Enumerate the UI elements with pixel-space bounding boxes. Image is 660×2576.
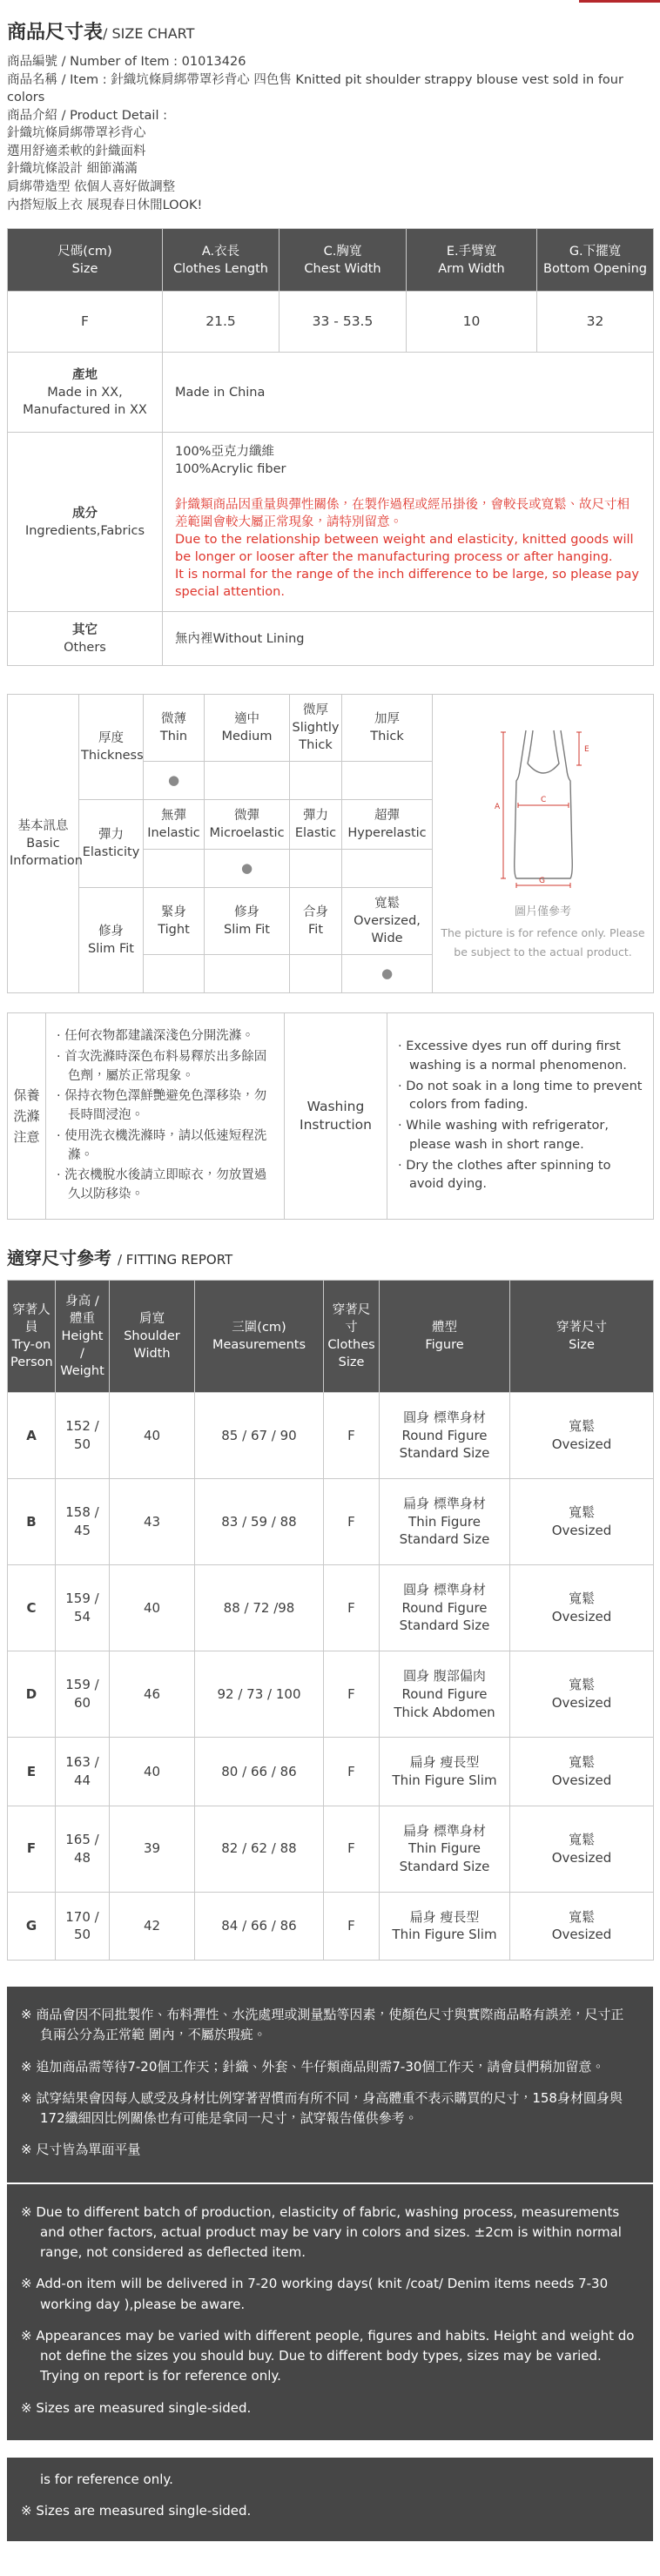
footer-notes-en bbox=[7, 2184, 653, 2440]
header-tryon-person: 穿著人員 Try-on Person bbox=[8, 1280, 56, 1392]
dot-cell bbox=[205, 955, 290, 993]
fitting-row-c bbox=[8, 1565, 654, 1651]
washing-item-en: · Excessive dyes run off during first washing is a normal phenomenon. bbox=[398, 1039, 627, 1073]
dot-cell bbox=[205, 762, 290, 800]
fitting-row-e bbox=[8, 1738, 654, 1806]
cell-height-weight: 159 / 54 bbox=[56, 1565, 110, 1651]
dot-cell bbox=[342, 850, 433, 888]
footer-note: ※ 追加商品需等待7-20個工作天；針織、外套、牛仔類商品則需7-30個工作天，請會員們稍加留意。 bbox=[21, 2058, 605, 2075]
cell-person: C bbox=[8, 1565, 56, 1651]
cell-shoulder: 43 bbox=[110, 1479, 195, 1565]
cell-figure: 圓身 標準身材 Round Figure Standard Size bbox=[380, 1392, 510, 1478]
footer-note-continuation: is for reference only. bbox=[40, 2471, 173, 2487]
dot-cell bbox=[290, 762, 342, 800]
knit-warning-en1: Due to the relationship between weight and elasticity, knitted goods will be longer or looser after the manufacturing process or after hanging. bbox=[175, 533, 634, 565]
cell-size: 寬鬆 Ovesized bbox=[510, 1565, 654, 1651]
product-detail-line: 針織坑條肩綁帶罩衫背心 bbox=[7, 126, 146, 141]
cell-size: 寬鬆 Ovesized bbox=[510, 1806, 654, 1892]
cell-chest-width: 33 - 53.5 bbox=[279, 292, 407, 353]
page-title-zh: 商品尺寸表 bbox=[7, 22, 104, 44]
option-inelastic: 無彈 Inelastic bbox=[144, 800, 205, 850]
others-row bbox=[8, 612, 654, 666]
option-elastic: 彈力 Elastic bbox=[290, 800, 342, 850]
washing-item-zh: · 保持衣物色澤鮮艷避免色澤移染，勿長時間浸泡。 bbox=[57, 1089, 267, 1123]
footer-note: ※ Appearances may be varied with different people, figures and habits. Height and weight do not define the sizes you should buy. Due to different body types, sizes may be varied. Trying on report is for reference only. bbox=[21, 2327, 635, 2384]
header-size: 尺碼(cm) Size bbox=[8, 229, 163, 292]
slimfit-label: 修身 Slim Fit bbox=[79, 888, 144, 993]
product-detail-line: 肩綁帶造型 依個人喜好做調整 bbox=[7, 180, 176, 195]
fitting-row-a bbox=[8, 1392, 654, 1478]
cell-height-weight: 158 / 45 bbox=[56, 1479, 110, 1565]
header-measurements: 三圍(cm) Measurements bbox=[195, 1280, 324, 1392]
option-oversized: 寬鬆 Oversized, Wide bbox=[342, 888, 433, 955]
fitting-report-table bbox=[7, 1280, 654, 1961]
diagram-caption-en: The picture is for refence only. Please be subject to the actual product. bbox=[441, 925, 645, 959]
washing-item-zh: · 任何衣物都建議深淺色分開洗滌。 bbox=[57, 1029, 254, 1044]
dot-cell: ● bbox=[205, 850, 290, 888]
dim-letter-c: C bbox=[540, 795, 546, 804]
product-detail-line: 針織坑條設計 細節滿滿 bbox=[7, 162, 138, 177]
thickness-label: 厚度 Thickness bbox=[79, 695, 144, 800]
cell-figure: 扁身 標準身材 Thin Figure Standard Size bbox=[380, 1479, 510, 1565]
option-hyperelastic: 超彈 Hyperelastic bbox=[342, 800, 433, 850]
option-slightly-thick: 微厚 Slightly Thick bbox=[290, 695, 342, 762]
dot-cell: ● bbox=[144, 762, 205, 800]
product-detail-label: 商品介紹 / Product Detail : bbox=[7, 108, 167, 123]
ingredients-row bbox=[8, 433, 654, 612]
cell-clothes-size: F bbox=[324, 1565, 380, 1651]
ingredients-value bbox=[163, 433, 654, 612]
cell-person: G bbox=[8, 1892, 56, 1960]
product-info-block bbox=[7, 53, 653, 214]
fitting-row-f bbox=[8, 1806, 654, 1892]
washing-list-en bbox=[387, 1013, 654, 1220]
cell-height-weight: 165 / 48 bbox=[56, 1806, 110, 1892]
page-title bbox=[7, 17, 653, 44]
footer-notes-zh bbox=[7, 1987, 653, 2183]
cell-height-weight: 159 / 60 bbox=[56, 1651, 110, 1738]
footer-note: ※ Sizes are measured single-sided. bbox=[21, 2503, 252, 2519]
cell-clothes-size: F bbox=[324, 1892, 380, 1960]
footer-note: ※ 試穿結果會因每人感受及身材比例穿著習慣而有所不同，身高體重不表示購買的尺寸，158身材圓身與172纖細因比例關係也有可能是拿同一尺寸，試穿報告僅供參考。 bbox=[21, 2089, 623, 2127]
cell-height-weight: 170 / 50 bbox=[56, 1892, 110, 1960]
dot-cell bbox=[290, 850, 342, 888]
elasticity-label: 彈力 Elasticity bbox=[79, 800, 144, 888]
cell-clothes-size: F bbox=[324, 1479, 380, 1565]
cell-person: A bbox=[8, 1392, 56, 1478]
cell-clothes-size: F bbox=[324, 1806, 380, 1892]
cell-shoulder: 39 bbox=[110, 1806, 195, 1892]
cell-height-weight: 152 / 50 bbox=[56, 1392, 110, 1478]
diagram-caption-zh: 圖片僅參考 bbox=[514, 905, 571, 918]
cell-measurements: 85 / 67 / 90 bbox=[195, 1392, 324, 1478]
cell-shoulder: 40 bbox=[110, 1738, 195, 1806]
header-figure: 體型 Figure bbox=[380, 1280, 510, 1392]
top-right-red-bar bbox=[579, 0, 660, 3]
origin-value: Made in China bbox=[163, 353, 654, 433]
option-microelastic: 微彈 Microelastic bbox=[205, 800, 290, 850]
cell-size-f: F bbox=[8, 292, 163, 353]
garment-diagram-cell bbox=[433, 695, 654, 993]
cell-figure: 扁身 瘦長型 Thin Figure Slim bbox=[380, 1892, 510, 1960]
cell-arm-width: 10 bbox=[407, 292, 537, 353]
fitting-row-g bbox=[8, 1892, 654, 1960]
cell-figure: 扁身 瘦長型 Thin Figure Slim bbox=[380, 1738, 510, 1806]
header-height-weight: 身高 / 體重 Height / Weight bbox=[56, 1280, 110, 1392]
cell-figure: 圓身 腹部偏肉 Round Figure Thick Abdomen bbox=[380, 1651, 510, 1738]
product-detail-line: 內搭短版上衣 展現春日休閒LOOK! bbox=[7, 198, 203, 212]
washing-label-zh: 保養洗滌注意 bbox=[8, 1013, 46, 1220]
cell-measurements: 84 / 66 / 86 bbox=[195, 1892, 324, 1960]
footer-note: ※ Add-on item will be delivered in 7-20 working days( knit /coat/ Denim items needs 7-30 working day ),please be aware. bbox=[21, 2276, 609, 2312]
size-table-data-row bbox=[8, 292, 654, 353]
size-chart-table bbox=[7, 228, 654, 666]
washing-row bbox=[8, 1013, 654, 1220]
page-title-en: / SIZE CHART bbox=[103, 25, 195, 42]
washing-item-en: · Dry the clothes after spinning to avoid dying. bbox=[398, 1158, 611, 1192]
cell-bottom-opening: 32 bbox=[537, 292, 654, 353]
option-thin: 微薄 Thin bbox=[144, 695, 205, 762]
cell-size: 寬鬆 Ovesized bbox=[510, 1651, 654, 1738]
footer-note: ※ Due to different batch of production, elasticity of fabric, washing process, measurements and other factors, actual product may be vary in colors and sizes. ±2cm is within normal range, not considered as deflected item. bbox=[21, 2203, 622, 2261]
ingredients-label: 成分 Ingredients,Fabrics bbox=[8, 433, 163, 612]
option-fit: 合身 Fit bbox=[290, 888, 342, 955]
vest-diagram bbox=[488, 725, 599, 891]
knit-warning-en2: It is normal for the range of the inch difference to be large, so please pay special attention. bbox=[175, 568, 639, 600]
option-thick: 加厚 Thick bbox=[342, 695, 433, 762]
others-value: 無內裡Without Lining bbox=[163, 612, 654, 666]
spacer bbox=[175, 478, 641, 496]
product-detail-line: 選用舒適柔軟的針織面料 bbox=[7, 144, 146, 158]
washing-label-en: Washing Instruction bbox=[285, 1013, 387, 1220]
option-tight: 緊身 Tight bbox=[144, 888, 205, 955]
header-shoulder-width: 肩寬 Shoulder Width bbox=[110, 1280, 195, 1392]
size-table-header-row bbox=[8, 229, 654, 292]
footer-notes-clipped bbox=[7, 2458, 653, 2542]
header-bottom-opening: G.下擺寬 Bottom Opening bbox=[537, 229, 654, 292]
cell-figure: 圓身 標準身材 Round Figure Standard Size bbox=[380, 1565, 510, 1651]
dot-cell bbox=[290, 955, 342, 993]
dot-cell bbox=[144, 955, 205, 993]
cell-shoulder: 46 bbox=[110, 1651, 195, 1738]
cell-person: D bbox=[8, 1651, 56, 1738]
cell-measurements: 80 / 66 / 86 bbox=[195, 1738, 324, 1806]
cell-clothes-length: 21.5 bbox=[163, 292, 279, 353]
header-clothes-length: A.衣長 Clothes Length bbox=[163, 229, 279, 292]
origin-row bbox=[8, 353, 654, 433]
cell-shoulder: 40 bbox=[110, 1392, 195, 1478]
cell-shoulder: 40 bbox=[110, 1565, 195, 1651]
fitting-report-title: 適穿尺寸參考 / FITTING REPORT bbox=[7, 1247, 233, 1268]
cell-person: E bbox=[8, 1738, 56, 1806]
cell-measurements: 83 / 59 / 88 bbox=[195, 1479, 324, 1565]
cell-measurements: 92 / 73 / 100 bbox=[195, 1651, 324, 1738]
cell-clothes-size: F bbox=[324, 1392, 380, 1478]
fitting-header-row bbox=[8, 1280, 654, 1392]
basic-information-table bbox=[7, 694, 654, 993]
fiber-line-zh: 100%亞克力纖維 bbox=[175, 445, 274, 460]
dot-cell: ● bbox=[342, 955, 433, 993]
cell-person: B bbox=[8, 1479, 56, 1565]
washing-care-table bbox=[7, 1012, 654, 1220]
dot-cell bbox=[342, 762, 433, 800]
header-size: 穿著尺寸 Size bbox=[510, 1280, 654, 1392]
footer-note: ※ Sizes are measured single-sided. bbox=[21, 2399, 252, 2416]
cell-shoulder: 42 bbox=[110, 1892, 195, 1960]
dim-letter-g: G bbox=[538, 876, 545, 885]
fiber-line-en: 100%Acrylic fiber bbox=[175, 462, 286, 477]
dot-cell bbox=[144, 850, 205, 888]
header-arm-width: E.手臂寬 Arm Width bbox=[407, 229, 537, 292]
footer-note: ※ 尺寸皆為單面平量 bbox=[21, 2142, 141, 2158]
knit-warning-zh: 針織類商品因重量與彈性關係，在製作過程或經吊掛後，會較長或寬鬆、故尺寸相差範圍會較大屬正常現象，請特別留意。 bbox=[175, 498, 630, 530]
footer-note: ※ 商品會因不同批製作、布料彈性、水洗處理或測量點等因素，使顏色尺寸與實際商品略有誤差，尺寸正負兩公分為正常範 圍內，不屬於瑕疵。 bbox=[21, 2007, 624, 2043]
cell-height-weight: 163 / 44 bbox=[56, 1738, 110, 1806]
item-name-line: 商品名稱 / Item : 針織坑條肩綁帶罩衫背心 四色售 Knitted pit shoulder strappy blouse vest sold in four colors bbox=[7, 72, 623, 105]
header-chest-width: C.胸寬 Chest Width bbox=[279, 229, 407, 292]
cell-clothes-size: F bbox=[324, 1738, 380, 1806]
cell-size: 寬鬆 Ovesized bbox=[510, 1738, 654, 1806]
washing-item-en: · While washing with refrigerator, please wash in short range. bbox=[398, 1119, 609, 1152]
option-slimfit: 修身 Slim Fit bbox=[205, 888, 290, 955]
fitting-row-d bbox=[8, 1651, 654, 1738]
others-label: 其它 Others bbox=[8, 612, 163, 666]
washing-list-zh bbox=[46, 1013, 285, 1220]
dim-letter-a: A bbox=[494, 802, 500, 811]
cell-person: F bbox=[8, 1806, 56, 1892]
cell-size: 寬鬆 Ovesized bbox=[510, 1479, 654, 1565]
option-medium: 適中 Medium bbox=[205, 695, 290, 762]
dim-letter-e: E bbox=[583, 744, 589, 754]
origin-label: 產地 Made in XX, Manufactured in XX bbox=[8, 353, 163, 433]
washing-item-en: · Do not soak in a long time to prevent colors from fading. bbox=[398, 1079, 643, 1113]
item-number-line: 商品編號 / Number of Item : 01013426 bbox=[7, 55, 246, 69]
thickness-options-row bbox=[8, 695, 654, 762]
basic-info-label: 基本訊息 Basic Information bbox=[8, 695, 79, 993]
washing-item-zh: · 洗衣機脫水後請立即晾衣，勿放置過久以防移染。 bbox=[57, 1168, 267, 1202]
header-clothes-size: 穿著尺寸 Clothes Size bbox=[324, 1280, 380, 1392]
washing-item-zh: · 首次洗滌時深色布料易釋於出多餘固色劑，屬於正常現象。 bbox=[57, 1049, 267, 1083]
cell-clothes-size: F bbox=[324, 1651, 380, 1738]
fitting-row-b bbox=[8, 1479, 654, 1565]
cell-measurements: 82 / 62 / 88 bbox=[195, 1806, 324, 1892]
cell-size: 寬鬆 Ovesized bbox=[510, 1892, 654, 1960]
cell-figure: 扁身 標準身材 Thin Figure Standard Size bbox=[380, 1806, 510, 1892]
cell-measurements: 88 / 72 /98 bbox=[195, 1565, 324, 1651]
cell-size: 寬鬆 Ovesized bbox=[510, 1392, 654, 1478]
washing-item-zh: · 使用洗衣機洗滌時，請以低速短程洗滌。 bbox=[57, 1128, 267, 1162]
